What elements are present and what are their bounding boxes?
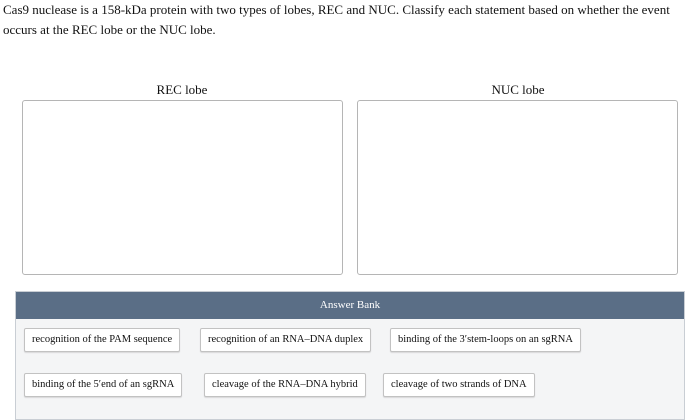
answer-bank [15,291,685,420]
nuc-lobe-label: NUC lobe [491,82,545,97]
answer-chip-pam-recognition[interactable]: recognition of the PAM sequence [24,328,180,352]
answer-chip-hybrid-cleavage[interactable]: cleavage of the RNA–DNA hybrid [204,373,366,397]
answer-chip-dna-strands-cleavage[interactable]: cleavage of two strands of DNA [383,373,535,397]
nuc-lobe-drop-zone[interactable] [357,100,678,275]
answer-chip-3-stem-loops-binding[interactable]: binding of the 3′stem-loops on an sgRNA [390,328,581,352]
rec-lobe-drop-zone[interactable] [22,100,343,275]
rec-lobe-label: REC lobe [156,82,208,97]
answer-chip-rna-dna-duplex-recognition[interactable]: recognition of an RNA–DNA duplex [200,328,371,352]
question-text: Cas9 nuclease is a 158-kDa protein with two types of lobes, REC and NUC. Classify each statement based on whether the event occurs at the REC lobe or the NUC lobe. [3,2,670,37]
answer-bank-header: Answer Bank [16,292,684,319]
answer-chip-5-end-binding[interactable]: binding of the 5′end of an sgRNA [24,373,182,397]
